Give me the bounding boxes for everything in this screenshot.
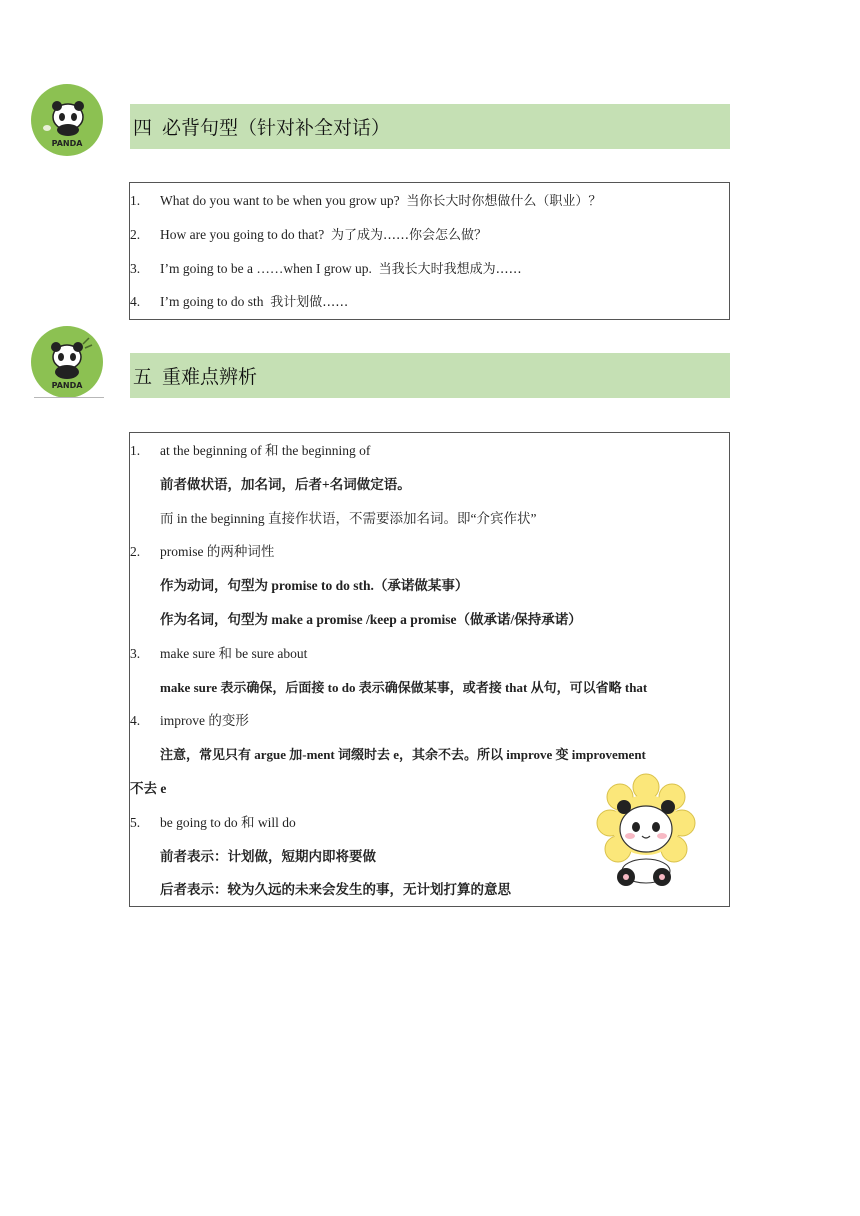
item-chinese: 我计划做…… xyxy=(270,295,349,310)
item-english: I’m going to be a ……when I grow up. xyxy=(160,261,372,276)
item-number: 2. xyxy=(130,544,141,559)
section-header-4 xyxy=(130,104,730,149)
explanation-line: 作为动词，句型为 promise to do sth.（承诺做某事） xyxy=(160,578,469,593)
explanation-line: 不去 e xyxy=(130,781,167,796)
item-chinese: 当你长大时你想做什么（职业）？ xyxy=(406,194,602,209)
explanation-line: 后者表示：较为久远的未来会发生的事，无计划打算的意思 xyxy=(160,882,511,897)
panda-icon xyxy=(31,326,103,398)
item-number: 3. xyxy=(130,646,141,661)
panda-logo xyxy=(31,84,103,156)
explanation-line: make sure 表示确保，后面接 to do 表示确保做某事，或者接 that 从句，可以省略 that xyxy=(160,680,648,695)
panda-sticker-image xyxy=(596,773,696,898)
item-heading: make sure 和 be sure about xyxy=(160,646,308,661)
item-heading: improve 的变形 xyxy=(160,713,249,728)
item-number: 3. xyxy=(130,261,141,276)
explanation-line: 作为名词，句型为 make a promise /keep a promise（做承诺/保持承诺） xyxy=(160,612,582,627)
panda-icon xyxy=(31,84,103,156)
item-heading: at the beginning of 和 the beginning of xyxy=(160,443,371,458)
item-heading: be going to do 和 will do xyxy=(160,815,296,830)
item-chinese: 为了成为……你会怎么做？ xyxy=(330,228,487,243)
item-number: 4. xyxy=(130,713,141,728)
item-number: 2. xyxy=(130,227,141,242)
item-english: How are you going to do that? xyxy=(160,227,325,242)
section-title: 重难点辨析 xyxy=(162,366,258,388)
logo-text: PANDA xyxy=(51,381,83,390)
logo-text: PANDA xyxy=(51,139,83,148)
sentence-pattern-box xyxy=(129,182,730,320)
section-number: 五 xyxy=(133,366,153,388)
item-number: 4. xyxy=(130,294,141,309)
explanation-line: 而 in the beginning 直接作状语，不需要添加名词。即“介宾作状” xyxy=(160,511,537,526)
divider xyxy=(34,397,104,398)
section-header-5 xyxy=(130,353,730,398)
item-number: 1. xyxy=(130,443,141,458)
explanation-line: 前者做状语，加名词，后者+名词做定语。 xyxy=(160,477,411,492)
item-english: I’m going to do sth xyxy=(160,294,264,309)
explanation-line: 注意，常见只有 argue 加-ment 词缀时去 e，其余不去。所以 improve 变 improvement xyxy=(160,747,646,762)
section-number: 四 xyxy=(133,117,153,139)
item-english: What do you want to be when you grow up? xyxy=(160,193,400,208)
section-title: 必背句型（针对补全对话） xyxy=(162,117,391,139)
panda-logo xyxy=(31,326,103,398)
item-number: 1. xyxy=(130,193,141,208)
explanation-line: 前者表示：计划做，短期内即将要做 xyxy=(160,849,376,864)
item-heading: promise 的两种词性 xyxy=(160,544,275,559)
item-number: 5. xyxy=(130,815,141,830)
item-chinese: 当我长大时我想成为…… xyxy=(378,262,522,277)
